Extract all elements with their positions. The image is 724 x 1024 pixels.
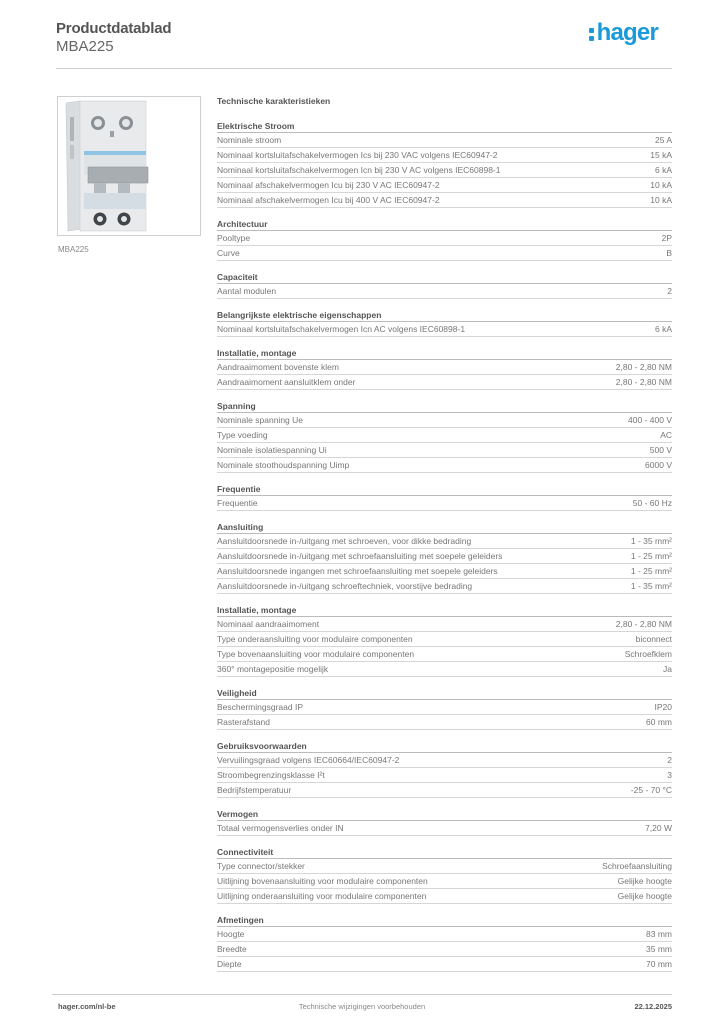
spec-value: 2,80 - 2,80 NM (615, 619, 672, 629)
spec-section (217, 483, 672, 511)
spec-value: 2 (667, 755, 672, 765)
spec-row (217, 428, 672, 443)
spec-sections (217, 120, 672, 972)
spec-label: Curve (217, 248, 240, 258)
section-title: Belangrijkste elektrische eigenschappen (217, 309, 672, 322)
spec-section (217, 846, 672, 904)
section-title: Spanning (217, 400, 672, 413)
spec-value: 35 mm (646, 944, 672, 954)
spec-value: 83 mm (646, 929, 672, 939)
spec-value: 70 mm (646, 959, 672, 969)
spec-row (217, 617, 672, 632)
spec-row (217, 246, 672, 261)
spec-label: Aansluitdoorsnede in-/uitgang met schroeven, voor dikke bedrading (217, 536, 472, 546)
spec-label: Nominaal afschakelvermogen Icu bij 400 V AC IEC60947-2 (217, 195, 440, 205)
spec-section (217, 309, 672, 337)
spec-value: IP20 (654, 702, 672, 712)
spec-value: 7,20 W (645, 823, 672, 833)
spec-label: Uitlijning bovenaansluiting voor modulaire componenten (217, 876, 428, 886)
spec-row (217, 148, 672, 163)
spec-row (217, 874, 672, 889)
section-title: Veiligheid (217, 687, 672, 700)
spec-label: Aandraaimoment bovenste klem (217, 362, 339, 372)
spec-row (217, 564, 672, 579)
spec-value: 6 kA (654, 165, 672, 175)
spec-row (217, 231, 672, 246)
spec-row (217, 133, 672, 148)
spec-label: Nominale spanning Ue (217, 415, 303, 425)
logo-colon-icon (589, 22, 596, 42)
spec-label: Hoogte (217, 929, 245, 939)
spec-value: 1 - 35 mm² (630, 581, 672, 591)
footer-divider (52, 994, 672, 995)
section-title: Installatie, montage (217, 347, 672, 360)
page-title: Productdatablad (56, 20, 172, 37)
circuit-breaker-icon (58, 97, 200, 235)
spec-value: Schroefaansluiting (602, 861, 672, 871)
spec-value: 50 - 60 Hz (632, 498, 672, 508)
spec-label: Pooltype (217, 233, 251, 243)
spec-row (217, 957, 672, 972)
section-title: Connectiviteit (217, 846, 672, 859)
product-code: MBA225 (56, 38, 114, 55)
spec-value: biconnect (635, 634, 672, 644)
spec-section (217, 120, 672, 208)
spec-value: 2,80 - 2,80 NM (615, 377, 672, 387)
spec-value: Ja (663, 664, 672, 674)
spec-row (217, 322, 672, 337)
spec-row (217, 579, 672, 594)
spec-label: Aansluitdoorsnede in-/uitgang schroeftechniek, voorstijve bedrading (217, 581, 473, 591)
spec-row (217, 163, 672, 178)
spec-section (217, 400, 672, 473)
section-title: Installatie, montage (217, 604, 672, 617)
footer-date: 22.12.2025 (634, 1002, 672, 1011)
spec-section (217, 604, 672, 677)
spec-value: 400 - 400 V (628, 415, 672, 425)
spec-row (217, 942, 672, 957)
spec-row (217, 662, 672, 677)
spec-label: Rasterafstand (217, 717, 270, 727)
spec-label: Nominaal kortsluitafschakelvermogen Icn bij 230 V AC volgens IEC60898-1 (217, 165, 501, 175)
spec-section (217, 218, 672, 261)
spec-section (217, 740, 672, 798)
spec-section (217, 521, 672, 594)
spec-label: Aantal modulen (217, 286, 277, 296)
spec-label: Nominaal afschakelvermogen Icu bij 230 V AC IEC60947-2 (217, 180, 440, 190)
spec-label: 360° montagepositie mogelijk (217, 664, 329, 674)
spec-value: Gelijke hoogte (617, 891, 672, 901)
spec-value: 2,80 - 2,80 NM (615, 362, 672, 372)
logo-text: hager (596, 19, 658, 46)
spec-row (217, 375, 672, 390)
specs-heading: Technische karakteristieken (217, 96, 331, 106)
spec-label: Nominaal kortsluitafschakelvermogen Ics bij 230 VAC volgens IEC60947-2 (217, 150, 498, 160)
spec-row (217, 443, 672, 458)
spec-row (217, 647, 672, 662)
spec-row (217, 859, 672, 874)
spec-value: -25 - 70 °C (630, 785, 672, 795)
spec-value: AC (660, 430, 672, 440)
spec-row (217, 753, 672, 768)
hager-logo (589, 20, 658, 46)
spec-row (217, 768, 672, 783)
spec-row (217, 889, 672, 904)
spec-label: Type voeding (217, 430, 268, 440)
spec-value: 10 kA (650, 195, 672, 205)
spec-row (217, 496, 672, 511)
section-title: Elektrische Stroom (217, 120, 672, 133)
spec-label: Totaal vermogensverlies onder IN (217, 823, 344, 833)
spec-value: 3 (667, 770, 672, 780)
spec-value: 10 kA (650, 180, 672, 190)
product-image-caption: MBA225 (58, 245, 89, 254)
spec-row (217, 715, 672, 730)
spec-row (217, 783, 672, 798)
footer-website-link[interactable]: hager.com/nl-be (58, 1002, 116, 1011)
section-title: Frequentie (217, 483, 672, 496)
section-title: Vermogen (217, 808, 672, 821)
spec-value: 500 V (649, 445, 672, 455)
spec-section (217, 271, 672, 299)
spec-value: 60 mm (646, 717, 672, 727)
spec-value: 1 - 25 mm² (630, 566, 672, 576)
spec-row (217, 632, 672, 647)
spec-label: Nominale isolatiespanning Ui (217, 445, 327, 455)
section-title: Afmetingen (217, 914, 672, 927)
spec-row (217, 821, 672, 836)
header-divider (56, 68, 672, 69)
product-image (57, 96, 201, 236)
spec-row (217, 284, 672, 299)
page-header (56, 20, 672, 70)
spec-label: Vervuilingsgraad volgens IEC60664/IEC60947-2 (217, 755, 400, 765)
spec-label: Nominale stoothoudspanning Uimp (217, 460, 350, 470)
spec-value: Schroefklem (624, 649, 672, 659)
section-title: Aansluiting (217, 521, 672, 534)
spec-label: Type connector/stekker (217, 861, 305, 871)
spec-value: 15 kA (650, 150, 672, 160)
spec-section (217, 687, 672, 730)
spec-value: 2 (667, 286, 672, 296)
spec-label: Type bovenaansluiting voor modulaire componenten (217, 649, 415, 659)
spec-label: Nominale stroom (217, 135, 282, 145)
spec-row (217, 927, 672, 942)
spec-label: Aansluitdoorsnede ingangen met schroefaansluiting met soepele geleiders (217, 566, 498, 576)
spec-label: Aansluitdoorsnede in-/uitgang met schroefaansluiting met soepele geleiders (217, 551, 503, 561)
spec-section (217, 808, 672, 836)
spec-row (217, 178, 672, 193)
spec-label: Nominaal aandraaimoment (217, 619, 320, 629)
spec-value: 2P (661, 233, 672, 243)
spec-value: 1 - 25 mm² (630, 551, 672, 561)
section-title: Architectuur (217, 218, 672, 231)
spec-row (217, 360, 672, 375)
spec-value: B (666, 248, 672, 258)
spec-label: Nominaal kortsluitafschakelvermogen Icn AC volgens IEC60898-1 (217, 324, 466, 334)
section-title: Gebruiksvoorwaarden (217, 740, 672, 753)
spec-row (217, 193, 672, 208)
spec-row (217, 413, 672, 428)
spec-label: Type onderaansluiting voor modulaire componenten (217, 634, 413, 644)
spec-label: Stroombegrenzingsklasse I²t (217, 770, 325, 780)
section-title: Capaciteit (217, 271, 672, 284)
spec-label: Uitlijning onderaansluiting voor modulaire componenten (217, 891, 427, 901)
spec-label: Breedte (217, 944, 247, 954)
spec-row (217, 700, 672, 715)
spec-row (217, 549, 672, 564)
spec-label: Beschermingsgraad IP (217, 702, 303, 712)
technical-specifications (217, 96, 672, 982)
spec-value: 6 kA (654, 324, 672, 334)
spec-label: Aandraaimoment aansluitklem onder (217, 377, 356, 387)
spec-section (217, 914, 672, 972)
spec-section (217, 347, 672, 390)
spec-label: Frequentie (217, 498, 258, 508)
footer-disclaimer: Technische wijzigingen voorbehouden (298, 1002, 426, 1011)
page-footer (52, 1002, 672, 1014)
spec-label: Bedrijfstemperatuur (217, 785, 292, 795)
spec-label: Diepte (217, 959, 242, 969)
spec-value: 1 - 35 mm² (630, 536, 672, 546)
spec-row (217, 534, 672, 549)
spec-value: Gelijke hoogte (617, 876, 672, 886)
spec-value: 25 A (654, 135, 672, 145)
spec-row (217, 458, 672, 473)
spec-value: 6000 V (645, 460, 672, 470)
